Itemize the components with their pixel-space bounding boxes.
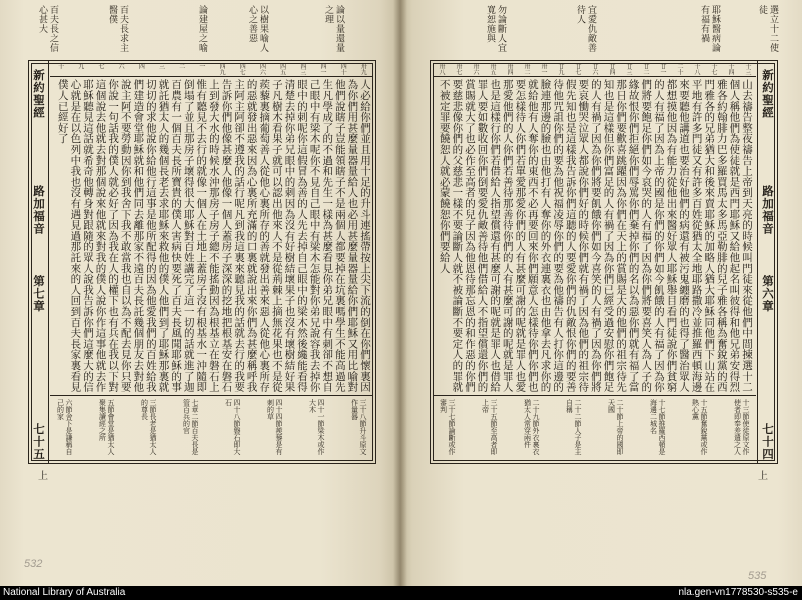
verse-number: 十四	[727, 63, 734, 75]
verse-number: 十三	[744, 63, 751, 75]
verse-number: 三	[157, 63, 165, 69]
annotation-note: 四十四節蒺藜是有刺的草	[266, 399, 283, 455]
verse-number: 卅一	[540, 63, 547, 75]
verse-number: 二	[177, 63, 185, 69]
right-page	[400, 0, 802, 586]
margin-heading: 百夫長之信心甚大	[37, 5, 58, 53]
gospel-title: 路加福音	[32, 185, 46, 235]
margin-heading: 論建屋之喻	[197, 5, 207, 53]
verse-number: 廿四	[608, 63, 615, 75]
verse-number: 廿六	[591, 63, 598, 75]
volume-mark: 上	[38, 471, 48, 482]
left-page	[0, 0, 400, 586]
margin-heading: 選立十二使徒	[757, 5, 778, 53]
gospel-title: 路加福音	[761, 185, 775, 235]
chapter-label: 第六章	[761, 275, 775, 313]
verse-number: 廿一	[659, 63, 666, 75]
annotation-strip	[50, 395, 373, 459]
margin-heading: 宜愛仇敵善待人	[575, 5, 596, 53]
annotation-note: 二十節上帝的國即天國	[607, 399, 624, 455]
footer-bar	[0, 586, 802, 600]
verse-number: 十七	[710, 63, 717, 75]
verse-number: 九	[76, 63, 84, 69]
verse-number: 四五	[278, 63, 286, 75]
verse-number: 二十	[676, 63, 683, 75]
verse-number: 十	[56, 63, 64, 69]
verse-number: 卅五	[489, 63, 496, 75]
verse-number: 廿二	[642, 63, 649, 75]
margin-heading: 百夫長求主醫僕	[107, 5, 128, 53]
verse-number: 廿九	[557, 63, 564, 75]
verse-number: 十八	[693, 63, 700, 75]
annotation-note: 四十一節梁木或作大木	[308, 399, 325, 455]
verse-number: 六	[117, 63, 125, 69]
margin-heading: 以樹果喻人心之善惡	[247, 5, 268, 53]
verse-number: 七	[96, 63, 104, 69]
verse-number: 四三	[298, 63, 306, 75]
verse-number: 廿七	[574, 63, 581, 75]
verse-number: 一	[197, 63, 205, 69]
annotation-note: 三節長老是猶太人的尊長	[140, 399, 157, 455]
annotation-note: 二十二節人子是主自稱	[565, 399, 582, 455]
annotation-note: 三十五節至高者即上帝	[481, 399, 498, 455]
annotation-note: 十七節推羅西頓是海邊二城名	[649, 399, 666, 455]
scripture-text: 人必給你們並且用十足的升斗連搖帶按上尖下流的倒在你們懷裏因為你們用甚麼量器量給人也必用甚麼量器量給你們耶穌又用比喻對他們說瞎子豈能領瞎子不是兩個人都要掉在坑裏嗎學生不能高過先生凡學成了的不過和先生一樣為甚麼看見你弟兄眼中有刺卻不想自己眼中有梁木呢你不見自己眼中有梁木怎能對你弟兄說容我去掉你眼中的刺呢你這假冒為善的人先去掉自己眼中的梁木然後纔能看得清楚去掉你弟兄眼中的刺因為沒有好樹結壞果子也沒有壞樹結好果子凡樹木看果子就可以認出他來人不是從荊棘上摘無花果也不是從蒺藜裏摘葡萄善人從他心裏所存的善就發出善來惡人從他心裏所存的惡就發出惡來因為心裏所充滿的口裏就說出來你們為甚麼稱呼我主阿主阿卻不遵我的話行呢凡到我這裏來聽見我的話就去行的我要告訴你們他像甚麼人他像一個人蓋房子深深的挖地把根基安在磐石上到發大水的時候水沖那房子房子總不能搖動因為根基立在磐石上惟有聽見不去行的就像一個人在土地上蓋房子沒有根基水一沖隨即倒塌了並且那房子壞得很大耶穌對百姓講完了這一切的話就進了迦百農有一個百夫長所寶貴的僕人害病快要死了百夫長風聞耶穌的事就託猶太人的幾個長老去求耶穌來救他的僕人他們到了耶穌那裏就切切的求他說你給他行這事是他所配得的因為他愛我們的百姓給我們建造會堂耶穌就和他們同去離那家不遠百夫長託幾個朋友去對他說主阿不要勞動因你到我舍下我不敢當我也自以為不配去見你只要你說一句話我的僕人就必好了因為我在人的權下也有兵在我以下對這個說去他就去對那個說來他就來對我的僕人說你作這事他就去作耶穌聽見這話就希奇他轉身對跟隨的眾人說我告訴你們這麼大的信心就是在以色列中我也沒有遇見過那託來的人回到百夫長家裏看見僕人已經好了	[56, 79, 371, 393]
annotation-note: 六節舍下是謙稱自己的家	[56, 399, 73, 455]
annotation-note: 五節會堂是猶太人聚集讀經之所	[98, 399, 115, 455]
running-header	[29, 61, 49, 463]
verse-number-strip	[50, 63, 373, 77]
annotation-note: 二十九節外衣裏衣猶太人常穿兩件	[523, 399, 540, 455]
annotation-note: 四十八節磐石即大石	[224, 399, 241, 455]
annotation-note: 七章二節百夫長是管百兵的官	[182, 399, 199, 455]
verse-number: 卅九	[359, 63, 367, 75]
left-page-text-frame	[28, 60, 376, 464]
verse-number: 卅八	[438, 63, 445, 75]
margin-heading: 論以量還量之理	[323, 5, 344, 53]
verse-number: 四六	[258, 63, 266, 75]
verse-number: 卅六	[472, 63, 479, 75]
annotation-strip	[433, 395, 756, 459]
volume-mark: 上	[758, 471, 768, 482]
annotation-note: 十五節奮銳黨或作熱心黨	[691, 399, 708, 455]
right-page-text-frame	[430, 60, 778, 464]
verse-number: 卅七	[455, 63, 462, 75]
verse-number: 四十	[339, 63, 347, 75]
page-number: 七十四	[761, 423, 775, 461]
annotation-note: 十三節使徒原文作使者即奉差遣之人	[733, 399, 750, 455]
pencil-page-mark: 532	[24, 558, 43, 570]
verse-number: 廿三	[625, 63, 632, 75]
institution-name: National Library of Australia	[3, 587, 126, 598]
verse-number: 卅二	[523, 63, 530, 75]
verse-number: 四七	[238, 63, 246, 75]
book-gutter	[393, 0, 407, 586]
book-title: 新約聖經	[761, 69, 775, 119]
verse-number: 四一	[319, 63, 327, 75]
image-identifier: nla.gen-vn1778530-s535-e	[678, 587, 798, 598]
book-title: 新約聖經	[32, 69, 46, 119]
verse-number-strip	[433, 63, 756, 77]
annotation-note: 三十七節論斷或作審判	[439, 399, 456, 455]
verse-number: 四	[137, 63, 145, 69]
pencil-page-mark: 535	[748, 570, 767, 582]
scripture-text: 山去禱告整夜禱告上帝到天亮的時候叫門徒來從他們中間揀選十二個人稱他們為使徒就是西門耶穌又給他起名叫彼得和他兄弟安得烈雅各約翰腓力巴多羅買馬太多馬亞勒腓的兒子雅各稱為奮銳黨的西門雅各的兄弟猶大和後來賣耶穌的加略人猶大耶穌同他們下山站在平地有許多門徒又有許多百姓從猶太全地耶路撒冷並推羅西頓海邊來要聽他講道也要治好他們的病還有被污鬼纏磨的也得了醫治眾人都想摸他因為有能力從他出來醫好眾人耶穌舉目看門徒說你們貧窮的人有福了因為上帝的國是你們的你們如今飢餓的人有福了因為你們將要飽足你們如今哀哭的人有福了因為你們將要喜笑人為人子的緣故恨你們拒絕你們辱罵你們棄掉你們的名以為惡你們就有福了當那日你們要歡喜跳躍因為你們在天上的賞賜是大的他們的祖宗待先知也是這樣但你們富足的人有禍了因為你們已經受過安慰你們飽足的人有禍了因為你們將要飢餓你們如今喜笑的人有禍了因為你們將要哀慟哭泣眾人都說你們好的時候你們就有禍了因為他們的祖宗待假先知也是這樣我告訴你們這聽的人要愛你們的仇敵恨你們的要善待他咒詛你們的要為他祝福凌辱你們的要為他禱告有人打你這邊的臉連那邊的臉也由他打有人奪你的外衣連裏衣也由他拿去凡求你的就給他有人奪你的東西不必再要回來你們願意人怎樣待你們你們也要怎樣待人你們若單愛那愛你們的人有甚麼可謝的呢就是罪人也愛那愛他們的人你們若善待那善待你們的人有甚麼可謝的呢就是罪人也是這樣行你們若借給人指望償還有甚麼可謝的呢就是罪人也借給罪人要如數收回你們倒要愛仇敵善待他們借給人不指望償還你們的賞賜就大了也必作至高者的兒子因為他恩待那忘恩的和作惡的你們要慈悲像你們的父慈悲一樣不要論斷人就不被論斷不要定人的罪就不被定罪要饒恕人就必蒙饒恕你們要給人	[438, 79, 753, 393]
annotation-note: 三十八節升斗原文作量器	[350, 399, 367, 455]
page-number: 七十五	[32, 423, 46, 461]
verse-number: 卅四	[506, 63, 513, 75]
chapter-label: 第七章	[32, 275, 46, 313]
running-header	[757, 61, 777, 463]
margin-heading: 勿論斷人宜寬恕施與	[485, 5, 506, 53]
margin-heading: 耶穌醫病論有福有禍	[699, 5, 720, 53]
verse-number: 四九	[218, 63, 226, 75]
